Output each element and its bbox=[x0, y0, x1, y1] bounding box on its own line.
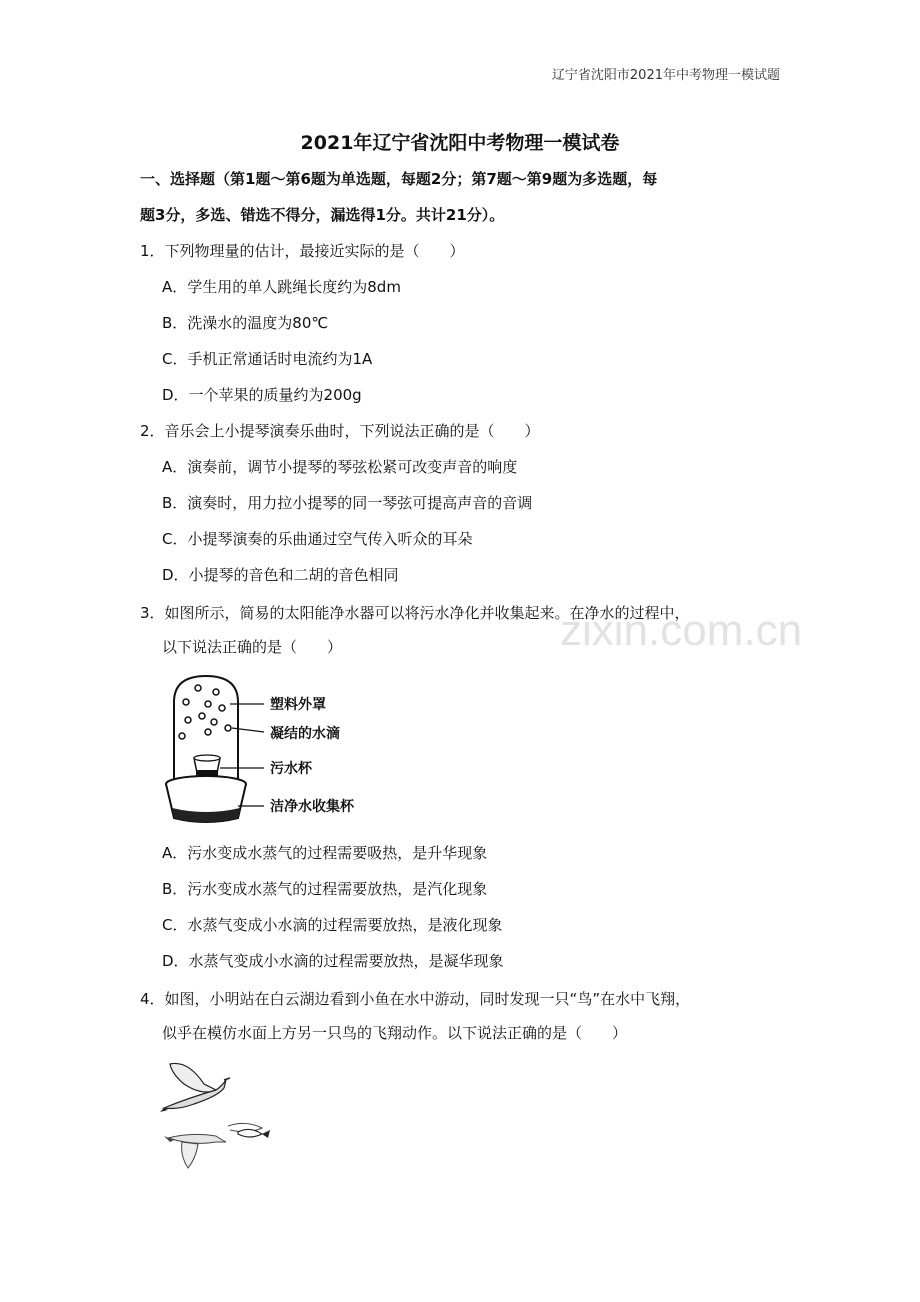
page-title: 2021年辽宁省沈阳中考物理一模试卷 bbox=[300, 132, 620, 154]
label-condensed-drops: 凝结的水滴 bbox=[270, 726, 340, 742]
question-2-option-d: D．小提琴的音色和二胡的音色相同 bbox=[162, 566, 399, 584]
question-3-option-c: C．水蒸气变成小水滴的过程需要放热，是液化现象 bbox=[162, 916, 503, 934]
question-3-option-a: A．污水变成水蒸气的过程需要吸热，是升华现象 bbox=[162, 844, 488, 862]
question-3-stem-cont: 以下说法正确的是（ ） bbox=[162, 638, 343, 656]
question-1-option-d: D．一个苹果的质量约为200g bbox=[162, 386, 362, 404]
label-clean-water-cup: 洁净水收集杯 bbox=[270, 799, 354, 815]
question-4-stem-cont: 似乎在模仿水面上方另一只鸟的飞翔动作。以下说法正确的是（ ） bbox=[162, 1024, 628, 1042]
question-1-option-c: C．手机正常通话时电流约为1A bbox=[162, 350, 373, 368]
question-1-option-b: B．洗澡水的温度为80℃ bbox=[162, 314, 329, 332]
section-instructions-line1: 一、选择题（第1题～第6题为单选题，每题2分；第7题～第9题为多选题，每 bbox=[140, 170, 658, 188]
question-2-option-b: B．演奏时，用力拉小提琴的同一琴弦可提高声音的音调 bbox=[162, 494, 533, 512]
question-2-option-c: C．小提琴演奏的乐曲通过空气传入听众的耳朵 bbox=[162, 530, 473, 548]
question-4-stem: 4．如图，小明站在白云湖边看到小鱼在水中游动，同时发现一只“鸟”在水中飞翔， bbox=[140, 990, 691, 1008]
question-1-stem: 1．下列物理量的估计，最接近实际的是（ ） bbox=[140, 242, 465, 260]
bird-reflection-figure bbox=[158, 1056, 278, 1172]
question-3-option-b: B．污水变成水蒸气的过程需要放热，是汽化现象 bbox=[162, 880, 488, 898]
question-3-stem: 3．如图所示，简易的太阳能净水器可以将污水净化并收集起来。在净水的过程中， bbox=[140, 604, 690, 622]
watermark: zixin.com.cn bbox=[560, 606, 803, 655]
question-2-stem: 2．音乐会上小提琴演奏乐曲时，下列说法正确的是（ ） bbox=[140, 422, 540, 440]
label-dirty-water-cup: 污水杯 bbox=[270, 761, 312, 777]
page-header: 辽宁省沈阳市2021年中考物理一模试题 bbox=[551, 68, 780, 83]
question-1-option-a: A．学生用的单人跳绳长度约为8dm bbox=[162, 278, 401, 296]
label-plastic-cover: 塑料外罩 bbox=[270, 697, 326, 713]
bird-reflection-diagram bbox=[158, 1056, 278, 1172]
solar-still-figure bbox=[158, 672, 358, 832]
question-2-option-a: A．演奏前，调节小提琴的琴弦松紧可改变声音的响度 bbox=[162, 458, 518, 476]
section-instructions-line2: 题3分，多选、错选不得分，漏选得1分。共计21分）。 bbox=[140, 206, 505, 224]
question-3-option-d: D．水蒸气变成小水滴的过程需要放热，是凝华现象 bbox=[162, 952, 504, 970]
